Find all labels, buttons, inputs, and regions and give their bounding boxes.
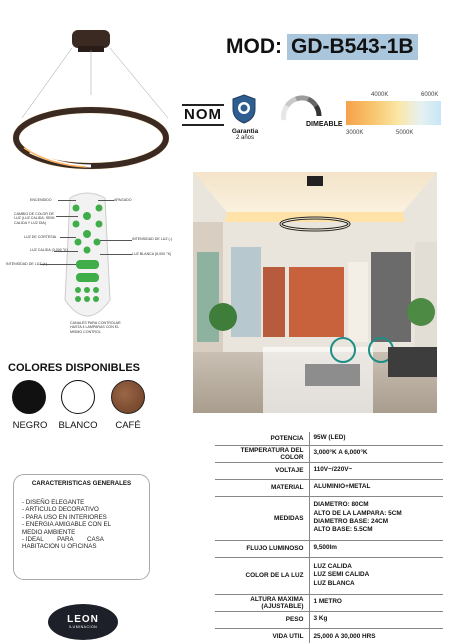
pendant-lamp-image bbox=[10, 20, 180, 170]
model-title bbox=[226, 34, 418, 60]
spec-row bbox=[215, 611, 443, 628]
spec-key: COLOR DE LA LUZ bbox=[215, 557, 309, 594]
spec-key: PESO bbox=[215, 611, 309, 628]
spec-row bbox=[215, 628, 443, 643]
spec-value: 95W (LED) bbox=[313, 434, 346, 442]
color-temperature-bar bbox=[346, 101, 441, 125]
characteristic-item: - DISEÑO ELEGANTE bbox=[22, 499, 85, 506]
warranty-title: Garantia bbox=[231, 128, 259, 135]
remote-control-image bbox=[60, 190, 115, 325]
characteristics-title: CARACTERISTICAS GENERALES bbox=[31, 480, 132, 487]
kelvin-3000-label: 3000K bbox=[346, 130, 364, 136]
spec-key: ALTURA MAXIMA (AJUSTABLE) bbox=[215, 594, 309, 611]
spec-value: 1 METRO bbox=[309, 594, 443, 611]
swatch-black bbox=[12, 380, 46, 414]
swatch-black-label: NEGRO bbox=[12, 420, 48, 431]
spec-key: POTENCIA bbox=[215, 432, 309, 445]
remote-label-intensity-minus: INTENSIDAD DE LUZ (-) bbox=[132, 237, 173, 241]
characteristics-box bbox=[13, 474, 150, 580]
spec-value: 3 Kg bbox=[309, 611, 443, 628]
brand-subtitle: ILUMINACION bbox=[68, 625, 98, 629]
model-code: GD-B543-1B bbox=[287, 34, 418, 60]
remote-label-intensity-plus: INTENSIDAD DE LUZ (+) bbox=[6, 262, 48, 266]
remote-label-color-change: CAMBIO DE COLOR DE LUZ (LUZ CALIDA, SEMI CALIDA Y LUZ DIA) bbox=[14, 212, 55, 225]
warranty-years: 2 años bbox=[235, 135, 254, 141]
spec-key: VIDA UTIL bbox=[215, 628, 309, 643]
spec-row bbox=[215, 557, 443, 594]
spec-key: MEDIDAS bbox=[215, 496, 309, 540]
remote-label-warm: LUZ CALIDA (3,000 °K) bbox=[30, 248, 68, 252]
spec-key: VOLTAJE bbox=[215, 462, 309, 479]
remote-label-off: APAGADO bbox=[114, 198, 132, 202]
characteristic-item: - ARTICULO DECORATIVO bbox=[22, 506, 99, 514]
swatch-brown-label: CAFÉ bbox=[115, 420, 141, 431]
characteristic-item: - ENERGIA AMIGABLE CON EL bbox=[22, 521, 112, 529]
remote-label-white: LUZ BLANCA (6,000 °K) bbox=[132, 252, 172, 256]
spec-row bbox=[215, 594, 443, 611]
spec-key: MATERIAL bbox=[215, 479, 309, 496]
dimmable-label: DIMEABLE bbox=[306, 121, 343, 128]
spec-value: ALUMINIO+METAL bbox=[309, 479, 443, 496]
remote-label-channels: CANALES PARA CONTROLAR HASTA 4 LAMPARAS CON EL MISMO CONTROL bbox=[70, 321, 121, 334]
brand-name: LEON bbox=[67, 614, 99, 625]
brand-logo bbox=[48, 604, 118, 640]
warranty-label bbox=[222, 128, 268, 142]
remote-label-on: ENCENDIDO bbox=[30, 198, 52, 202]
remote-label-courtesy: LUZ DE CORTESIA bbox=[24, 235, 57, 239]
spec-row bbox=[215, 540, 443, 557]
spec-row bbox=[215, 462, 443, 479]
kelvin-4000-label: 4000K bbox=[371, 92, 389, 98]
spec-value: 3,000°K A 6,000°K bbox=[309, 445, 443, 462]
characteristic-item: - PARA USO EN INTERIORES bbox=[22, 513, 107, 521]
spec-value: 110V~/220V~ bbox=[309, 462, 443, 479]
characteristic-item: MEDIO AMBIENTE bbox=[22, 528, 76, 536]
spec-value: 25,000 A 30,000 HRS bbox=[309, 628, 443, 643]
spec-key: TEMPERATURA DEL COLOR bbox=[215, 445, 309, 462]
spec-value: LUZ CALIDA LUZ SEMI CALIDA LUZ BLANCA bbox=[309, 557, 443, 594]
spec-row bbox=[215, 432, 443, 445]
nom-badge: NOM bbox=[182, 104, 224, 126]
spec-row bbox=[215, 479, 443, 496]
swatch-white bbox=[61, 380, 95, 414]
swatch-brown bbox=[111, 380, 145, 414]
spec-row bbox=[215, 496, 443, 540]
characteristics-list bbox=[22, 499, 141, 551]
characteristic-item: - IDEAL PARA CASA bbox=[22, 536, 104, 544]
kelvin-5000-label: 5000K bbox=[396, 130, 414, 136]
characteristic-item: HABITACION U OFICINAS bbox=[22, 543, 97, 551]
dimmable-icon bbox=[278, 94, 324, 134]
interior-room-photo bbox=[193, 172, 437, 413]
spec-value: 9,500lm bbox=[309, 540, 443, 557]
spec-value: DIAMETRO: 80CM ALTO DE LA LAMPARA: 5CM DIAMETRO BASE: 24CM ALTO BASE: 5.5CM bbox=[309, 496, 443, 540]
warranty-shield-icon bbox=[231, 94, 257, 124]
spec-key: FLUJO LUMINOSO bbox=[215, 540, 309, 557]
spec-row bbox=[215, 445, 443, 462]
kelvin-6000-label: 6000K bbox=[421, 92, 439, 98]
specs-table bbox=[215, 432, 443, 643]
mod-label: MOD: bbox=[226, 35, 282, 58]
colors-title: COLORES DISPONIBLES bbox=[8, 362, 141, 374]
swatch-white-label: BLANCO bbox=[58, 420, 98, 431]
